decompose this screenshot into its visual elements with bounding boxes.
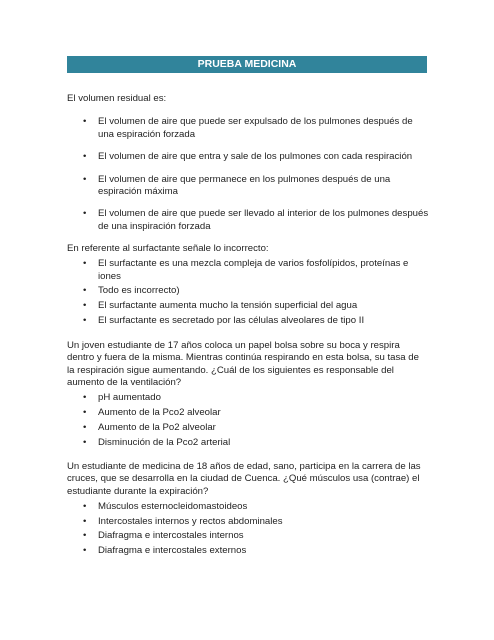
answer-option: • Aumento de la Pco2 alveolar [67, 407, 429, 419]
question-list [67, 93, 429, 558]
answer-option: • Diafragma e intercostales externos [67, 545, 429, 557]
answer-option: • El surfactante es secretado por las células alveolares de tipo II [67, 315, 429, 327]
answer-option: • El volumen de aire que puede ser llevado al interior de los pulmones después de una inspiración forzada [67, 208, 429, 233]
answer-option: • Aumento de la Po2 alveolar [67, 422, 429, 434]
question-text: Un joven estudiante de 17 años coloca un papel bolsa sobre su boca y respira dentro y fuera de la misma. Mientras continúa respirando en esta bolsa, su tasa de la respiración sigue aumentando. ¿Cuál de los siguientes es responsable del aumento de la ventilación? [67, 339, 419, 388]
answer-option: • El volumen de aire que puede ser expulsado de los pulmones después de una espiración forzada [67, 116, 429, 141]
answer-option: • El volumen de aire que permanece en los pulmones después de una espiración máxima [67, 174, 429, 199]
question-1 [67, 93, 429, 233]
page-title: PRUEBA MEDICINA [67, 56, 427, 73]
answer-option: • Músculos esternocleidomastoideos [67, 501, 429, 513]
answer-option: • Intercostales internos y rectos abdominales [67, 516, 429, 528]
answer-option: • El surfactante es una mezcla compleja de varios fosfolípidos, proteínas e iones [67, 258, 429, 283]
question-3 [67, 340, 429, 449]
question-text: El volumen residual es: [67, 93, 167, 104]
question-4 [67, 461, 429, 558]
answer-options [67, 116, 429, 233]
answer-option: • Diafragma e intercostales internos [67, 530, 429, 542]
question-2 [67, 243, 429, 327]
answer-options [67, 258, 429, 328]
answer-option: • Todo es incorrecto) [67, 285, 429, 297]
answer-option: • Disminución de la Pco2 arterial [67, 437, 429, 449]
answer-option: • pH aumentado [67, 392, 429, 404]
question-text: Un estudiante de medicina de 18 años de edad, sano, participa en la carrera de las cruces, que se desarrolla en la ciudad de Cuenca. ¿Qué músculos usa (contrae) el estudiante durante la expiración? [67, 460, 421, 497]
answer-option: • El volumen de aire que entra y sale de los pulmones con cada respiración [67, 151, 429, 163]
answer-options [67, 501, 429, 558]
question-text: En referente al surfactante señale lo incorrecto: [67, 243, 269, 255]
answer-option: • El surfactante aumenta mucho la tensión superficial del agua [67, 300, 429, 312]
answer-options [67, 392, 429, 449]
